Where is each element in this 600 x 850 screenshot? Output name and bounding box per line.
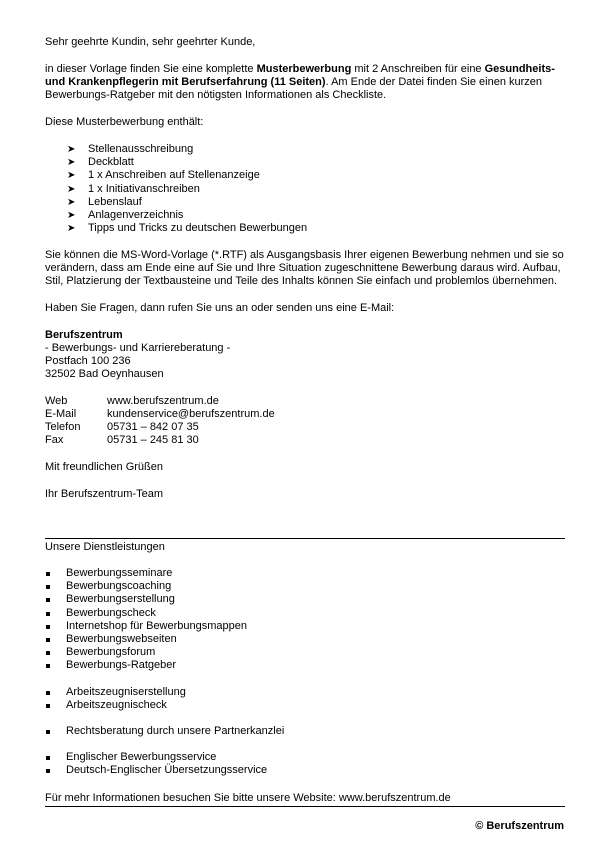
list-item: ➤ 1 x Anschreiben auf Stellenanzeige [67,169,260,182]
services-section [45,541,565,777]
square-bullet-icon [46,585,50,589]
copyright: © Berufszentrum [475,820,564,832]
square-bullet-icon [46,651,50,655]
list-item: ➤ Tipps und Tricks zu deutschen Bewerbungen [67,222,308,235]
square-bullet-icon [46,664,50,668]
services-list-certificates [45,686,565,712]
company-name: Berufszentrum [45,329,123,342]
square-bullet-icon [46,704,50,708]
arrow-bullet-icon: ➤ [67,170,76,182]
intro-bold-2: Gesundheits- und Krankenpflegerin mit Berufserfahrung (11 Seiten) [45,63,555,88]
list-item: ➤ Deckblatt [67,156,134,169]
list-item: Bewerbungsseminare [45,567,565,580]
list-item: Bewerbungscheck [45,607,565,620]
arrow-bullet-icon: ➤ [67,144,76,155]
list-item: ➤ Lebenslauf [67,195,142,208]
list-item: ➤ 1 x Initiativanschreiben [67,182,200,195]
list-item: Bewerbungs-Ratgeber [45,659,565,672]
usage-paragraph: Sie können die MS-Word-Vorlage (*.RTF) als Ausgangsbasis Ihrer eigenen Bewerbung nehmen und sie so verändern, dass am Ende eine auf Sie und Ihre Situation zugeschnittene Bewerbung daraus wird. Aufbau, Stil, Platzierung der Textbausteine und Teile des Inhalts können Sie einfach und problemlos übernehmen. [45,249,564,288]
intro-paragraph [45,63,565,102]
contact-row-fax: Fax 05731 – 245 81 30 [45,434,275,447]
intro-text-1: in dieser Vorlage finden Sie eine komplette [45,63,257,75]
square-bullet-icon [46,638,50,642]
arrow-bullet-icon: ➤ [67,223,76,235]
list-item: Bewerbungsforum [45,646,565,659]
arrow-bullet-icon: ➤ [67,196,76,208]
square-bullet-icon [46,691,50,695]
letter-body [45,36,565,501]
list-item: ➤ Stellenausschreibung [67,143,194,155]
address-city: 32502 Bad Oeynhausen [45,368,164,381]
questions-line: Haben Sie Fragen, dann rufen Sie uns an oder senden uns eine E-Mail: [45,302,395,315]
square-bullet-icon [46,730,50,734]
list-item: Rechtsberatung durch unsere Partnerkanzlei [45,725,565,738]
more-info-line: Für mehr Informationen besuchen Sie bitte unsere Website: www.berufszentrum.de [45,792,451,804]
list-item: Englischer Bewerbungsservice [45,751,565,764]
contact-row-web: Web www.berufszentrum.de [45,395,275,408]
section-divider [45,538,565,539]
services-list-english [45,751,565,777]
list-item: Bewerbungserstellung [45,593,565,606]
square-bullet-icon [46,769,50,773]
salutation: Sehr geehrte Kundin, sehr geehrter Kunde, [45,36,256,48]
list-item: ➤ Anlagenverzeichnis [67,208,184,221]
square-bullet-icon [46,756,50,760]
square-bullet-icon [46,572,50,576]
address-street: Postfach 100 236 [45,355,131,368]
list-item: Bewerbungswebseiten [45,633,565,646]
contact-row-phone: Telefon 05731 – 842 07 35 [45,421,275,434]
website-link[interactable]: www.berufszentrum.de [107,395,219,408]
list-item: Arbeitszeugniserstellung [45,686,565,699]
fax-number: 05731 – 245 81 30 [107,434,199,447]
arrow-bullet-icon: ➤ [67,157,76,169]
list-item: Arbeitszeugnischeck [45,699,565,712]
phone-number: 05731 – 842 07 35 [107,421,199,434]
contents-heading: Diese Musterbewerbung enthält: [45,116,204,128]
intro-text-3: . Am Ende der Datei finden Sie einen kurzen Bewerbungs-Ratgeber mit den nötigsten Informationen als Checkliste. [45,76,543,101]
intro-text-2: mit 2 Anschreiben für eine [351,63,485,75]
contact-table [45,395,275,447]
list-item: Internetshop für Bewerbungsmappen [45,620,565,633]
company-subtitle: - Bewerbungs- und Karriereberatung - [45,342,231,355]
arrow-bullet-icon: ➤ [67,209,76,221]
intro-bold-1: Musterbewerbung [256,63,352,75]
list-item: Deutsch-Englischer Übersetzungsservice [45,764,565,777]
closing: Mit freundlichen Grüßen [45,461,163,474]
square-bullet-icon [46,625,50,629]
services-list-main [45,567,565,673]
arrow-bullet-icon: ➤ [67,183,76,195]
footer-divider [45,806,565,807]
contents-list [45,143,565,235]
email-link[interactable]: kundenservice@berufszentrum.de [107,408,275,421]
signature: Ihr Berufszentrum-Team [45,488,163,501]
square-bullet-icon [46,598,50,602]
list-item: Bewerbungscoaching [45,580,565,593]
services-heading: Unsere Dienstleistungen [45,541,165,553]
contact-row-email: E-Mail kundenservice@berufszentrum.de [45,408,275,421]
services-list-legal [45,725,565,738]
square-bullet-icon [46,612,50,616]
